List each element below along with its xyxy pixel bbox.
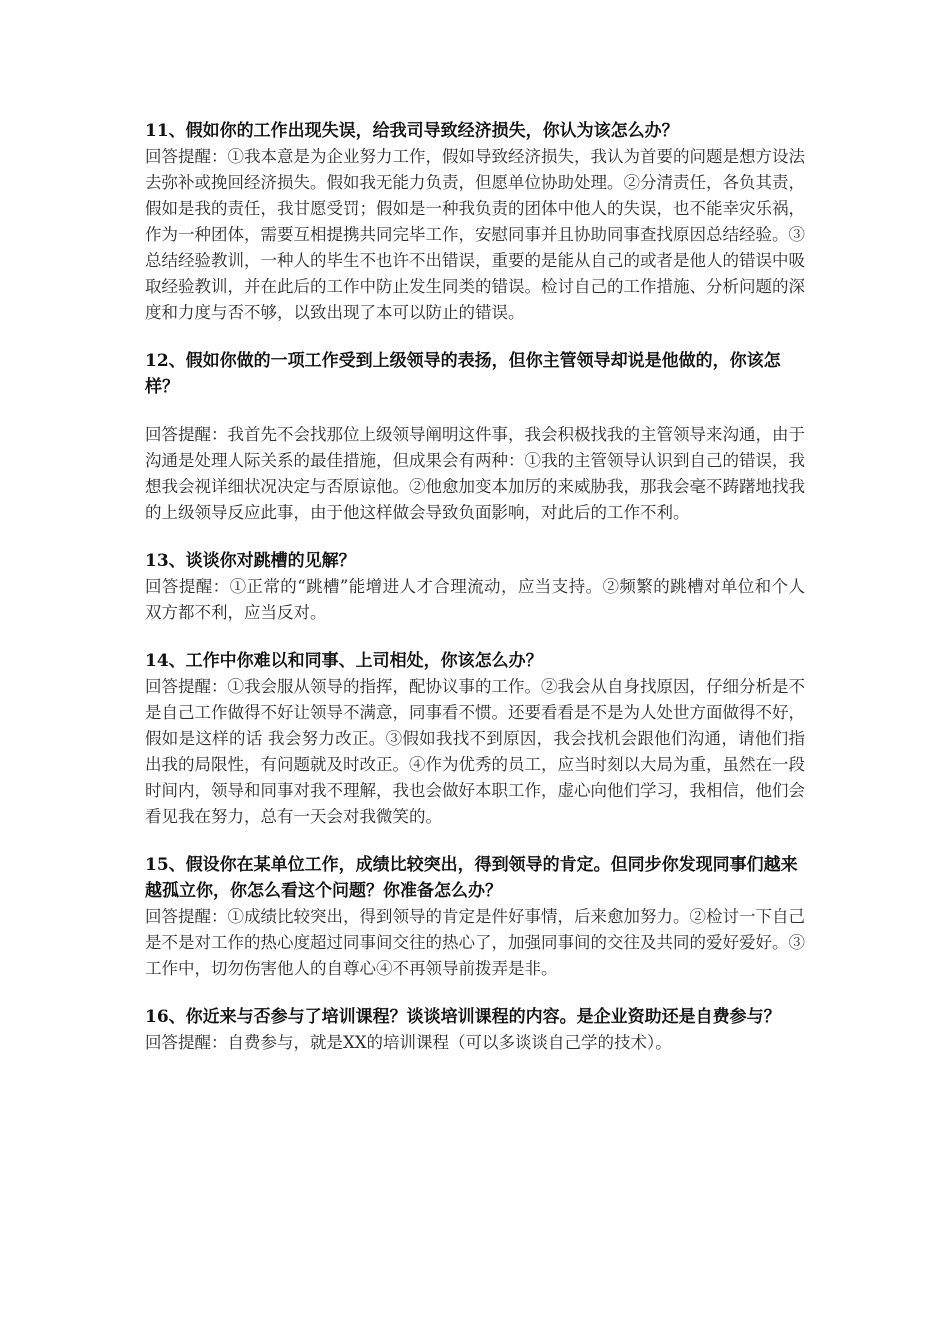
qa-item-15 xyxy=(145,852,805,982)
question-heading: 11、假如你的工作出现失误，给我司导致经济损失，你认为该怎么办？ xyxy=(145,121,679,141)
qa-item-13 xyxy=(145,548,805,626)
question-heading: 12、假如你做的一项工作受到上级领导的表扬，但你主管领导却说是他做的，你该怎样？ xyxy=(145,351,781,397)
question-heading: 14、工作中你难以和同事、上司相处，你该怎么办？ xyxy=(145,651,543,671)
document-body xyxy=(145,118,805,1078)
qa-item-14 xyxy=(145,648,805,830)
answer-paragraph: 回答提醒：①我会服从领导的指挥，配协议事的工作。②我会从自身找原因，仔细分析是不是自己工作做得不好让领导不满意，同事看不惯。还要看看是不是为人处世方面做得不好，假如是这样的话 我会努力改正。③假如我找不到原因，我会找机会跟他们沟通，请他们指出我的局限性，有问题就及时改正。④作为优秀的员工，应当时刻以大局为重，虽然在一段时间内，领导和同事对我不理解，我也会做好本职工作，虚心向他们学习，我相信，他们会看见我在努力，总有一天会对我微笑的。 xyxy=(145,677,805,826)
answer-paragraph: 回答提醒：①我本意是为企业努力工作，假如导致经济损失，我认为首要的问题是想方设法去弥补或挽回经济损失。假如我无能力负责，但愿单位协助处理。②分清责任，各负其责，假如是我的责任，我甘愿受罚；假如是一种我负责的团体中他人的失误，也不能幸灾乐祸，作为一种团体，需要互相提携共同完毕工作，安慰同事并且协助同事查找原因总结经验。③总结经验教训，一种人的毕生不也许不出错误，重要的是能从自己的或者是他人的错误中吸取经验教训，并在此后的工作中防止发生同类的错误。检讨自己的工作措施、分析问题的深度和力度与否不够，以致出现了本可以防止的错误。 xyxy=(145,147,805,322)
qa-item-11 xyxy=(145,118,805,326)
qa-item-16 xyxy=(145,1004,805,1056)
answer-paragraph: 回答提醒：①成绩比较突出，得到领导的肯定是件好事情，后来愈加努力。②检讨一下自己是不是对工作的热心度超过同事间交往的热心了，加强同事间的交往及共同的爱好爱好。③工作中，切勿伤害他人的自尊心④不再领导前拨弄是非。 xyxy=(145,907,805,978)
question-heading: 15、假设你在某单位工作，成绩比较突出，得到领导的肯定。但同步你发现同事们越来越孤立你，你怎么看这个问题？你准备怎么办？ xyxy=(145,855,798,901)
answer-paragraph: 回答提醒：①正常的“跳槽”能增进人才合理流动，应当支持。②频繁的跳槽对单位和个人双方都不利，应当反对。 xyxy=(145,577,805,622)
answer-paragraph: 回答提醒：我首先不会找那位上级领导阐明这件事，我会积极找我的主管领导来沟通，由于沟通是处理人际关系的最佳措施，但成果会有两种：①我的主管领导认识到自己的错误，我想我会视详细状况决定与否原谅他。②他愈加变本加厉的来威胁我，那我会毫不踌躇地找我的上级领导反应此事，由于他这样做会导致负面影响，对此后的工作不利。 xyxy=(145,425,805,522)
question-heading: 16、你近来与否参与了培训课程？谈谈培训课程的内容。是企业资助还是自费参与？ xyxy=(145,1007,781,1027)
question-heading: 13、谈谈你对跳槽的见解？ xyxy=(145,551,356,571)
answer-paragraph: 回答提醒：自费参与，就是XX的培训课程（可以多谈谈自己学的技术）。 xyxy=(145,1033,672,1052)
qa-item-12 xyxy=(145,348,805,526)
